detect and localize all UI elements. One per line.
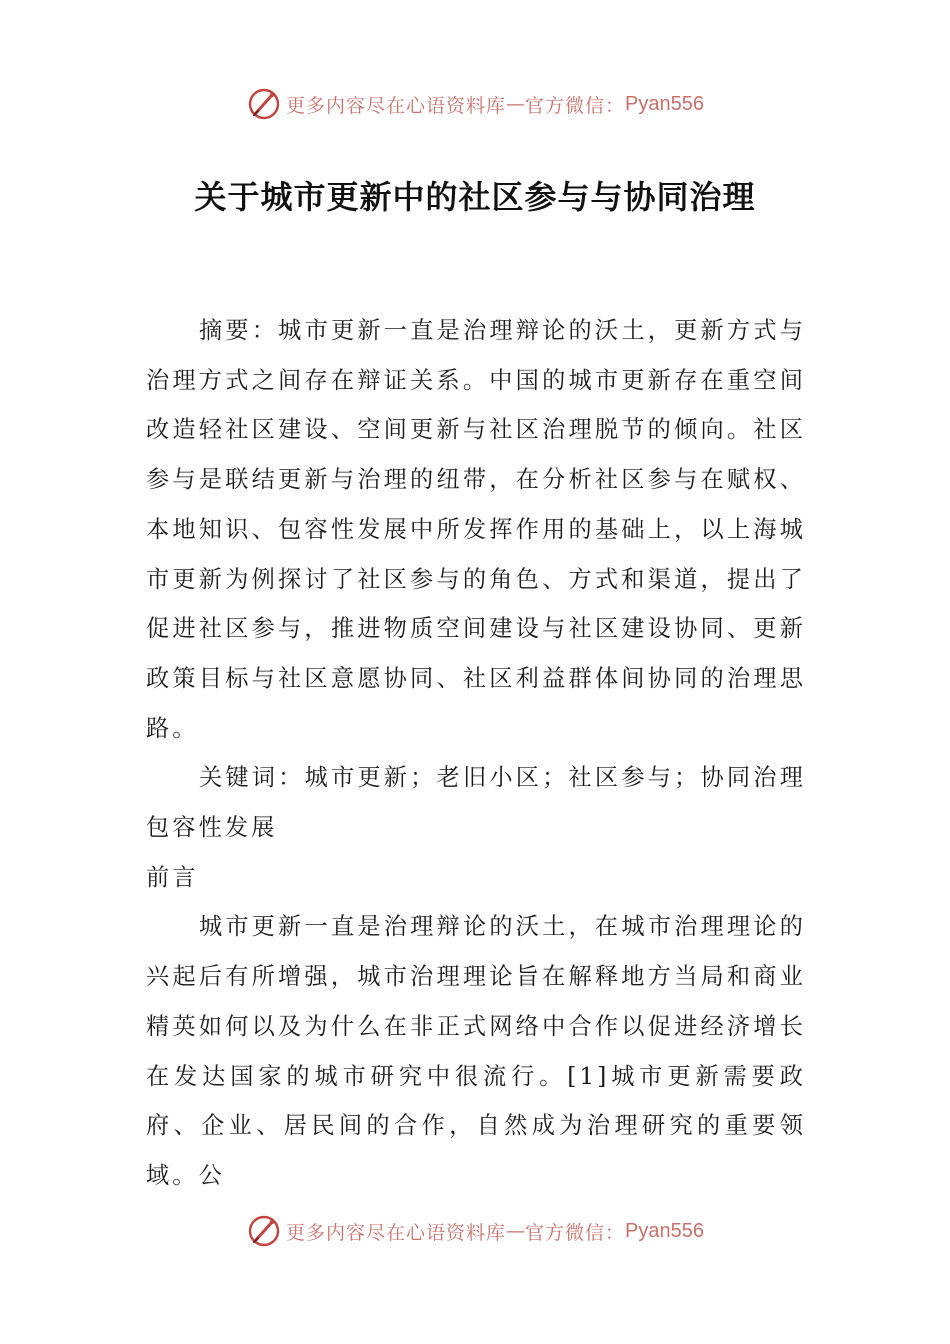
abstract-paragraph: 摘要：城市更新一直是治理辩论的沃土，更新方式与治理方式之间存在辩证关系。中国的城市更新存在重空间改造轻社区建设、空间更新与社区治理脱节的倾向。社区参与是联结更新与治理的纽带，在分析社区参与在赋权、本地知识、包容性发展中所发挥作用的基础上，以上海城市更新为例探讨了社区参与的角色、方式和渠道，提出了促进社区参与，推进物质空间建设与社区建设协同、更新政策目标与社区意愿协同、社区利益群体间协同的治理思路。 [146,317,806,742]
document-title: 关于城市更新中的社区参与与协同治理 [194,178,756,216]
keywords-paragraph: 关键词：城市更新；老旧小区；社区参与；协同治理包容性发展 [146,764,806,842]
watermark-wechat-label: 官方微信： [525,94,626,117]
section-heading: 前言 [146,863,199,891]
watermark-footer [0,1211,950,1251]
watermark-dash: — [506,1220,526,1242]
watermark-header [0,84,950,124]
document-body [146,306,806,1201]
watermark-brand: 更多内容尽在心语资料库 [286,94,507,117]
pen-logo-icon [246,86,282,122]
pen-logo-icon [246,1213,282,1249]
watermark-wechat-label: 官方微信： [525,1221,626,1244]
watermark-dash: — [506,93,526,115]
watermark-account: Pyan556 [625,92,704,115]
body-paragraph: 城市更新一直是治理辩论的沃土，在城市治理理论的兴起后有所增强，城市治理理论旨在解释地方当局和商业精英如何以及为什么在非正式网络中合作以促进经济增长在发达国家的城市研究中很流行。[1]城市更新需要政府、企业、居民间的合作，自然成为治理研究的重要领域。公 [146,913,806,1189]
watermark-brand: 更多内容尽在心语资料库 [286,1221,507,1244]
watermark-account: Pyan556 [625,1219,704,1242]
